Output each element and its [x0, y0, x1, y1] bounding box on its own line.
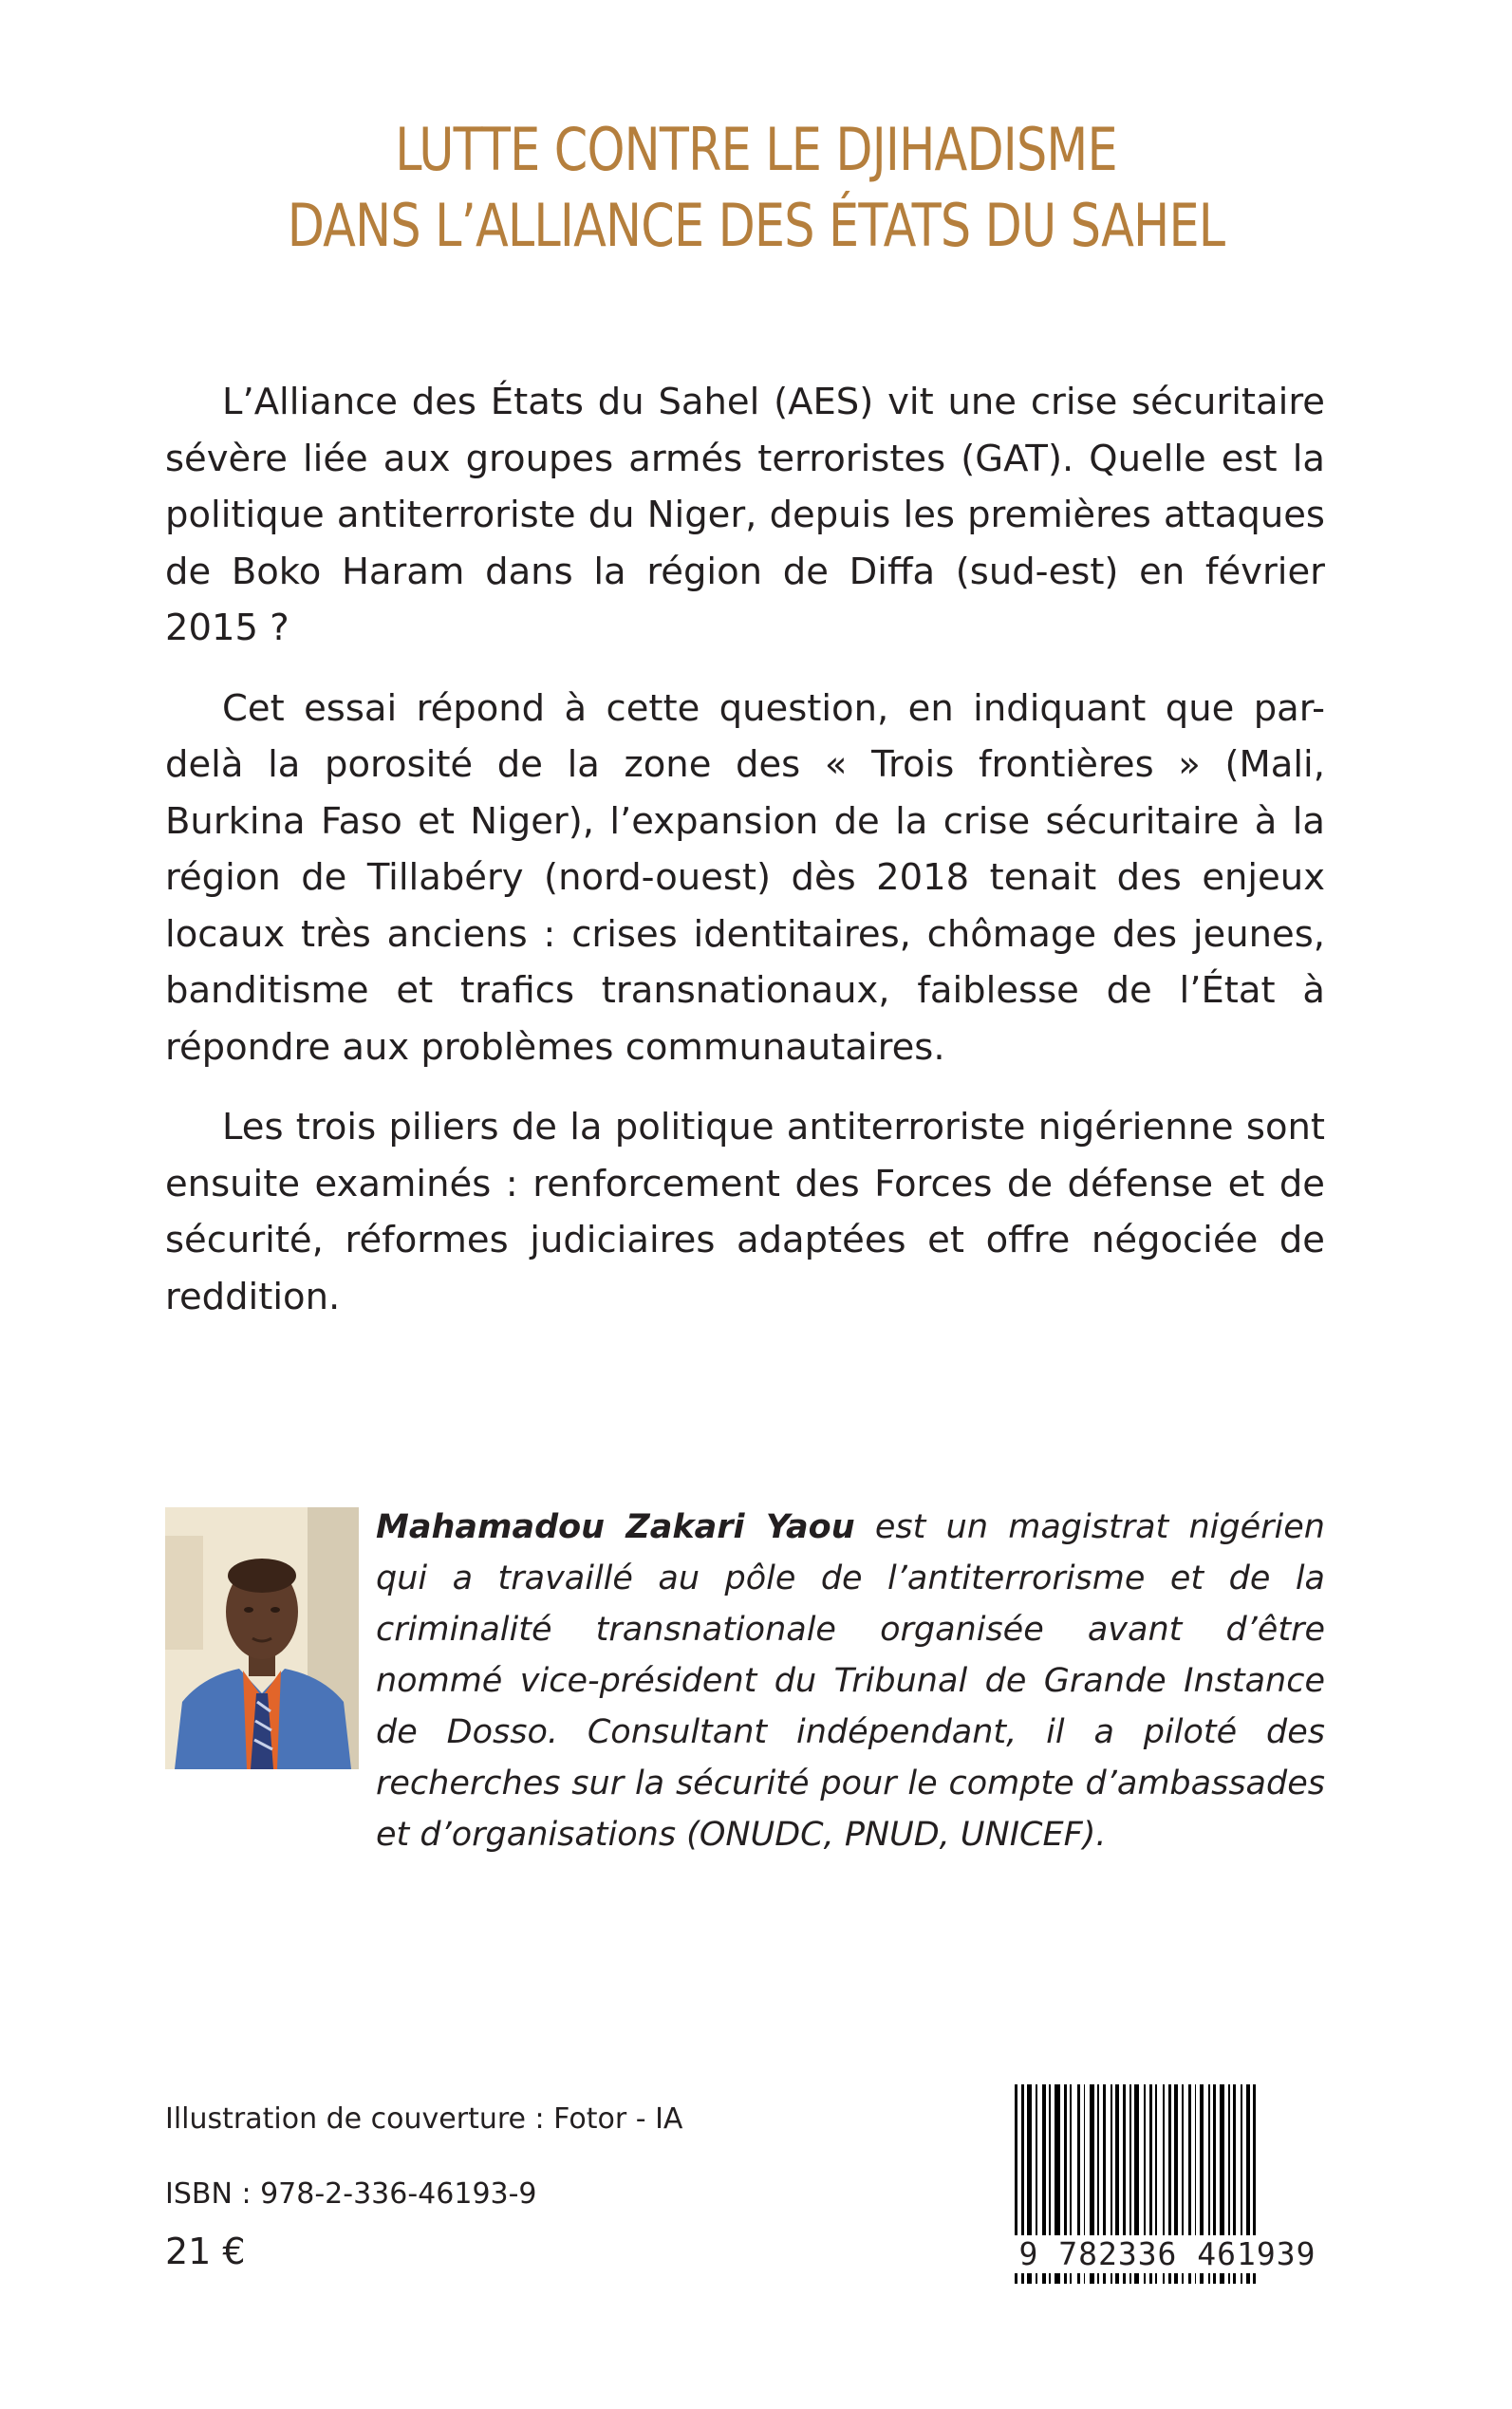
author-section: [165, 1507, 1325, 1854]
book-title: [136, 112, 1375, 264]
blurb: [165, 374, 1325, 1349]
isbn: ISBN : 978-2-336-46193-9: [165, 2177, 537, 2211]
blurb-paragraph-1: L’Alliance des États du Sahel (AES) vit une crise sécuritaire sévère liée aux groupes armés terroristes (GAT). Quelle est la politique antiterroriste du Niger, depuis les premières attaques de Boko Haram dans la région de Diffa (sud-est) en février 2015 ?: [165, 381, 1325, 649]
blurb-paragraph-2: Cet essai répond à cette question, en indiquant que par-delà la porosité de la zone des « Trois frontières » (Mali, Burkina Faso et Niger), l’expansion de la crise sécuritaire à la région de Tillabéry (nord-ouest) dès 2018 tenait des enjeux locaux très anciens : crises identitaires, chômage des jeunes, banditisme et trafics transnationaux, faiblesse de l’État à répondre aux problèmes communautaires.: [165, 686, 1325, 1069]
author-bio: [376, 1502, 1325, 1860]
title-line-2: DANS L’ALLIANCE DES ÉTATS DU SAHEL: [287, 191, 1225, 260]
author-bio-text: est un magistrat nigérien qui a travaillé au pôle de l’antiterrorisme et de la criminalité transnationale organisée avant d’être nommé vice-président du Tribunal de Grande Instance de Dosso. Consultant indépendant, il a piloté des recherches sur la sécurité pour le compte d’ambassades et d’organisations (ONUDC, PNUD, UNICEF).: [376, 1508, 1325, 1854]
price: 21 €: [165, 2231, 246, 2272]
illustration-credit: Illustration de couverture : Fotor - IA: [165, 2102, 683, 2136]
author-photo: [165, 1507, 359, 1769]
blurb-paragraph-3: Les trois piliers de la politique antiterroriste nigérienne sont ensuite examinés : renforcement des Forces de défense et de sécurité, réformes judiciaires adaptées et offre négociée de reddition.: [165, 1106, 1325, 1318]
barcode-digits: 9 782336 461939: [1001, 2235, 1334, 2273]
title-line-1: LUTTE CONTRE LE DJIHADISME: [395, 115, 1117, 184]
author-name: Mahamadou Zakari Yaou: [376, 1508, 855, 1546]
